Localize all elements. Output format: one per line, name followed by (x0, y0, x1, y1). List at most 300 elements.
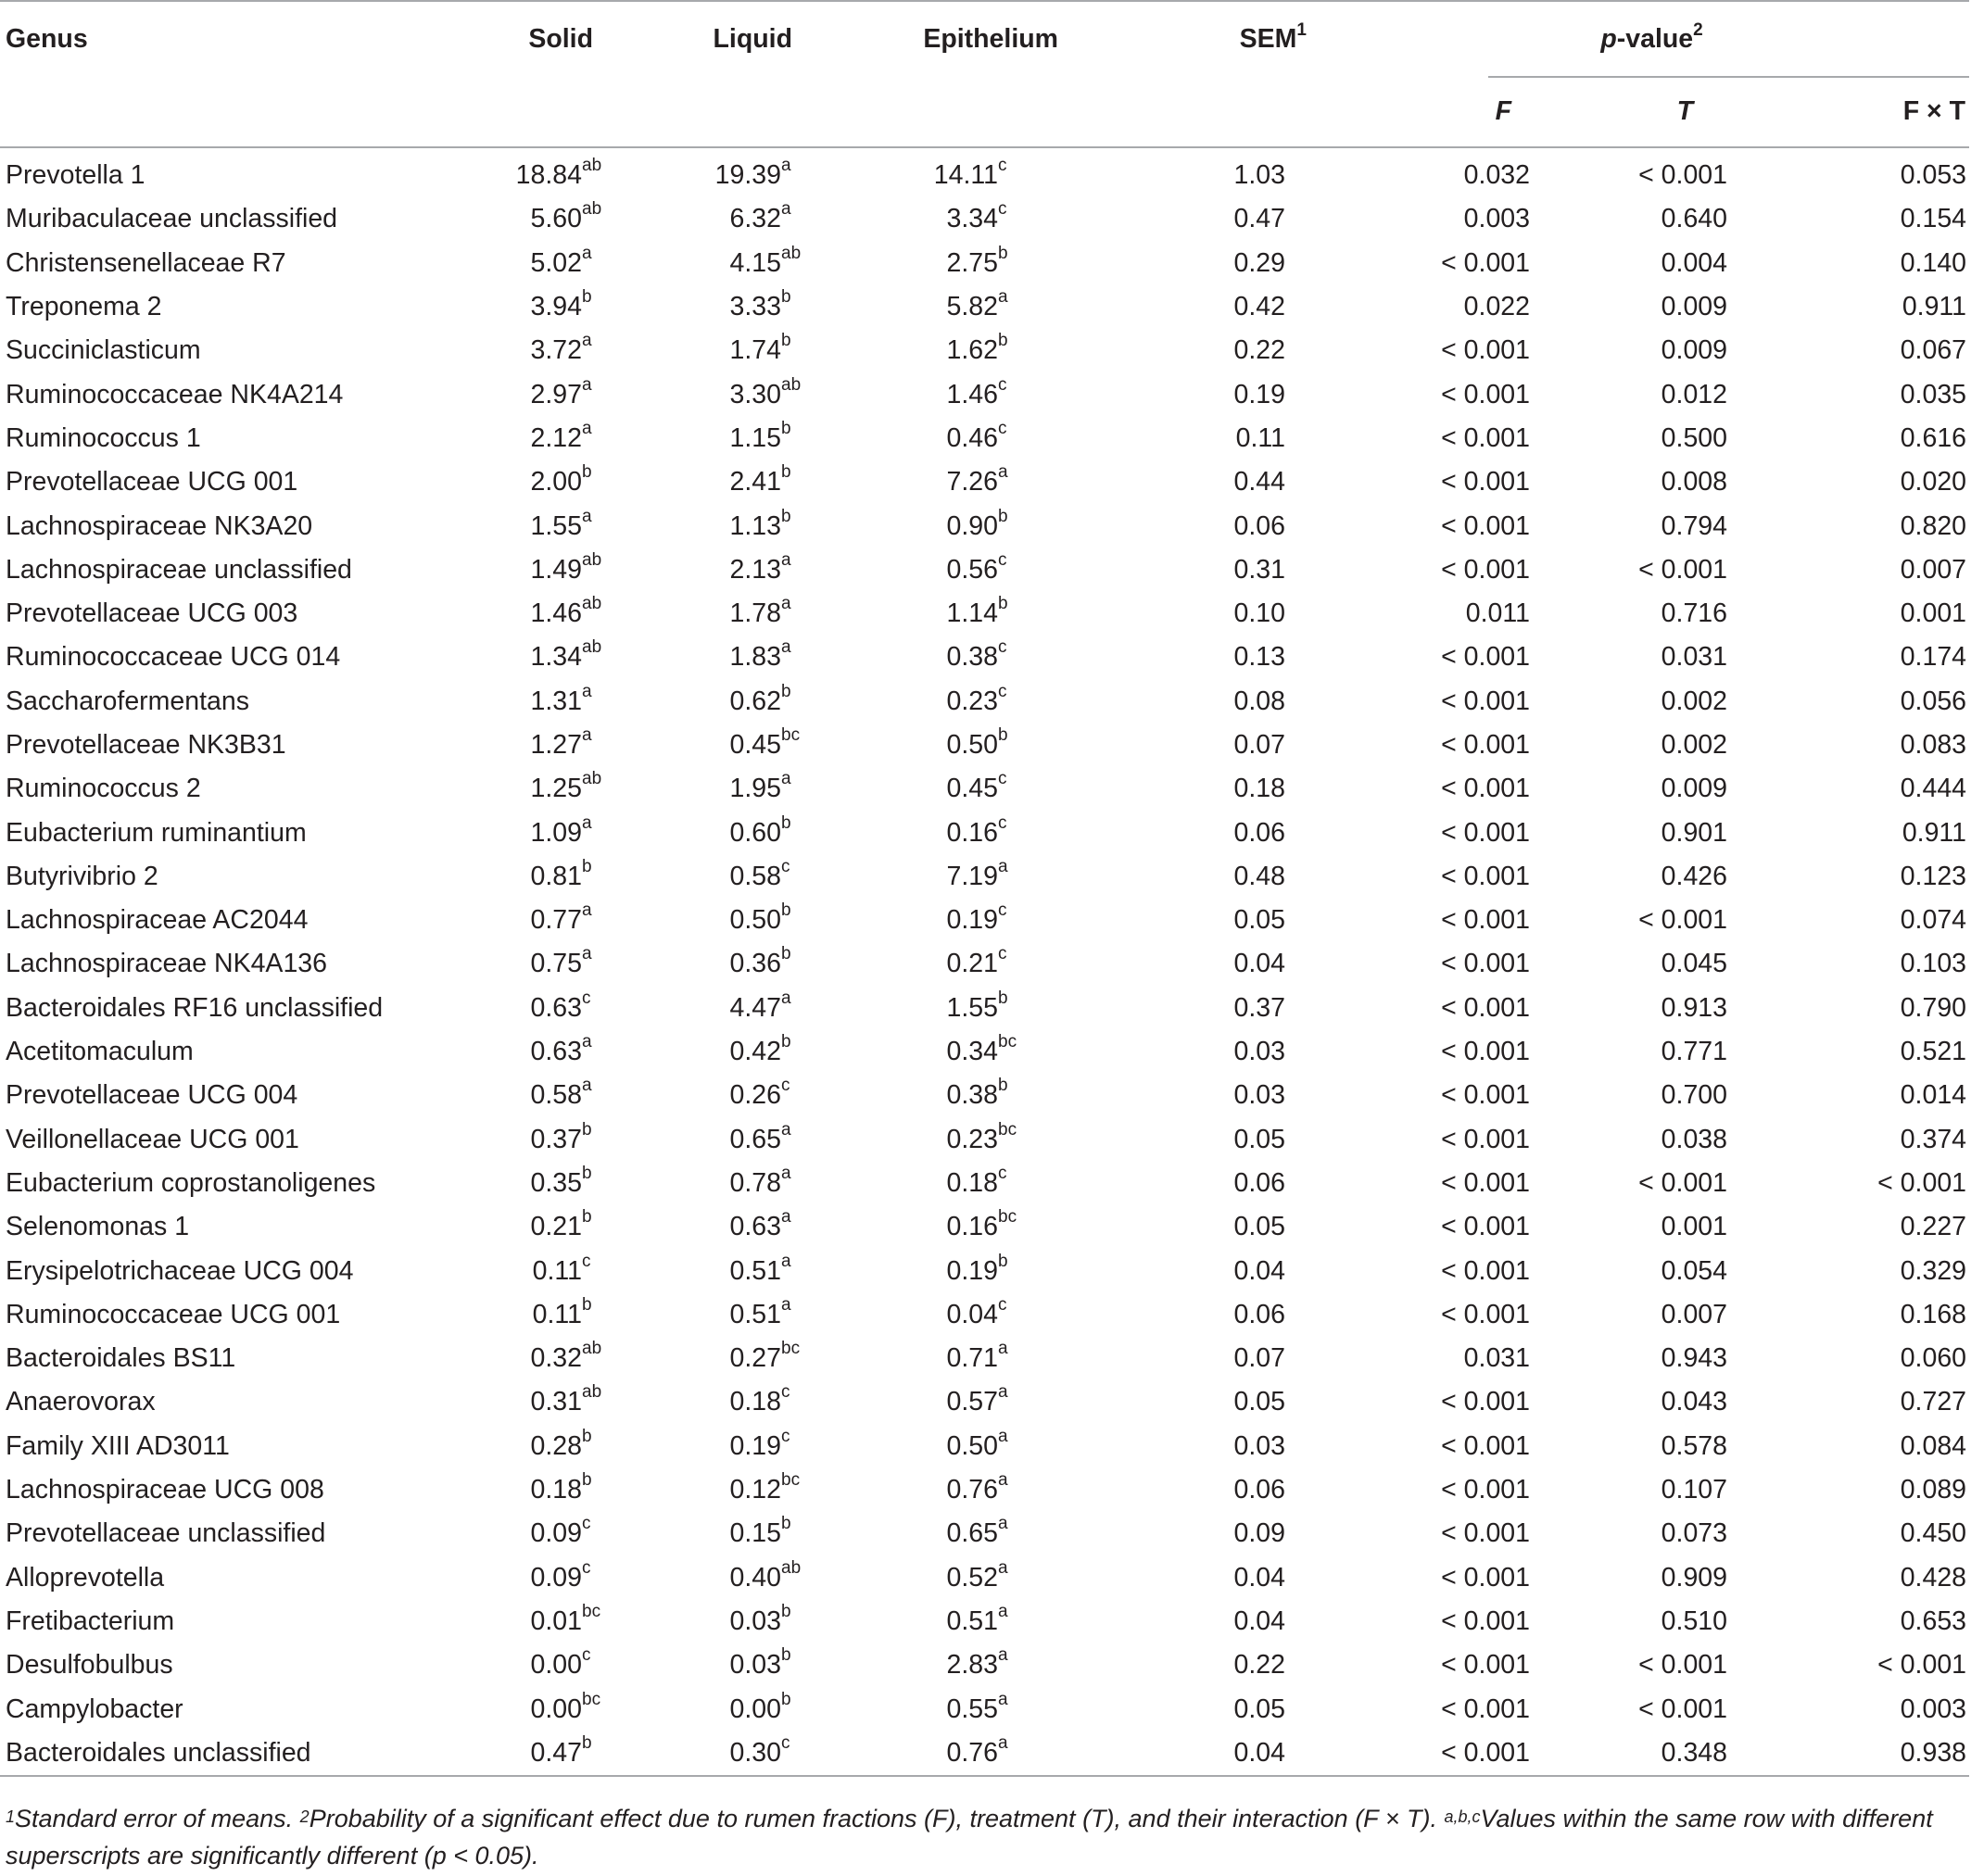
liquid-cell-superscript: ab (781, 374, 802, 395)
t-pvalue-cell: 0.054 (1661, 1255, 1727, 1286)
epithelium-cell (840, 724, 1079, 767)
liquid-cell-superscript: bc (781, 1470, 801, 1491)
epithelium-cell-value: 0.34 (946, 1037, 998, 1067)
genus-cell: Ruminococcus 2 (6, 774, 201, 804)
sem-cell: 0.05 (1233, 1124, 1285, 1154)
liquid-cell (621, 460, 840, 504)
epithelium-cell (840, 417, 1079, 460)
epithelium-cell-value: 0.50 (946, 730, 998, 760)
solid-cell-value: 0.28 (530, 1430, 582, 1461)
solid-cell-superscript: a (582, 374, 592, 395)
footnote-sup-2: 2 (299, 1807, 310, 1826)
f-pvalue-cell: < 0.001 (1441, 1430, 1530, 1461)
solid-cell (482, 1380, 621, 1424)
solid-cell-superscript: a (582, 418, 592, 438)
epithelium-cell-superscript: a (998, 287, 1008, 308)
t-pvalue-cell: 0.002 (1661, 686, 1727, 716)
sem-cell: 0.05 (1233, 1387, 1285, 1417)
sem-cell: 0.11 (1235, 422, 1285, 453)
f-pvalue-cell: < 0.001 (1441, 992, 1530, 1023)
epithelium-cell-superscript: a (998, 1645, 1008, 1666)
epithelium-cell-value: 0.19 (946, 1255, 998, 1286)
liquid-cell-superscript: a (781, 1119, 791, 1139)
t-pvalue-cell: 0.043 (1661, 1387, 1727, 1417)
epithelium-cell-value: 0.76 (946, 1475, 998, 1505)
f-pvalue-cell: < 0.001 (1441, 949, 1530, 979)
liquid-cell (621, 855, 840, 899)
epithelium-cell (840, 372, 1079, 416)
epithelium-cell (840, 811, 1079, 854)
liquid-cell-value: 6.32 (729, 204, 781, 234)
epithelium-cell-superscript: c (998, 900, 1007, 921)
sem-cell: 0.05 (1233, 1212, 1285, 1242)
epithelium-cell (840, 1468, 1079, 1512)
epithelium-cell (840, 1380, 1079, 1424)
solid-cell (482, 197, 621, 241)
table-row (0, 724, 1969, 767)
fxt-pvalue-cell: 0.089 (1900, 1475, 1967, 1505)
epithelium-cell-superscript: b (998, 1076, 1008, 1096)
solid-cell-value: 0.35 (530, 1167, 582, 1198)
footnote-text-2: Probability of a significant effect due to rumen fractions (F), treatment (T), and their interaction (F × T). (309, 1805, 1445, 1832)
epithelium-cell (840, 1249, 1079, 1292)
epithelium-cell-superscript: a (998, 1514, 1008, 1534)
solid-cell (482, 1074, 621, 1117)
liquid-cell-value: 0.30 (729, 1737, 781, 1768)
genus-cell: Prevotellaceae NK3B31 (6, 730, 286, 760)
sem-cell: 0.04 (1233, 1255, 1285, 1286)
fxt-pvalue-cell: 0.084 (1900, 1430, 1967, 1461)
genus-cell: Alloprevotella (6, 1562, 165, 1593)
table-row (0, 767, 1969, 811)
genus-cell: Selenomonas 1 (6, 1212, 190, 1242)
epithelium-cell-value: 1.46 (946, 379, 998, 409)
epithelium-cell (840, 1030, 1079, 1074)
liquid-cell-value: 0.60 (729, 817, 781, 848)
epithelium-cell (840, 1205, 1079, 1249)
genus-cell: Ruminococcaceae UCG 014 (6, 642, 341, 673)
liquid-cell-superscript: c (781, 1732, 790, 1753)
table-row (0, 811, 1969, 854)
liquid-cell-value: 0.65 (729, 1124, 781, 1154)
liquid-cell-value: 0.58 (729, 861, 781, 891)
fxt-pvalue-cell: 0.123 (1900, 861, 1967, 891)
f-pvalue-cell: < 0.001 (1441, 686, 1530, 716)
fxt-pvalue-cell: 0.074 (1900, 905, 1967, 936)
liquid-cell-value: 0.51 (729, 1255, 781, 1286)
footnote-text-1: Standard error of means. (15, 1805, 300, 1832)
epithelium-cell (840, 1118, 1079, 1162)
f-pvalue-cell: < 0.001 (1441, 335, 1530, 366)
pvalue-header-rule (1488, 76, 1969, 78)
genus-cell: Eubacterium coprostanoligenes (6, 1167, 376, 1198)
fxt-pvalue-cell: < 0.001 (1877, 1650, 1967, 1681)
solid-cell (482, 372, 621, 416)
table-row (0, 1249, 1969, 1292)
liquid-cell (621, 987, 840, 1030)
solid-cell-value: 5.02 (530, 247, 582, 278)
t-pvalue-cell: 0.009 (1661, 292, 1727, 322)
solid-cell (482, 636, 621, 679)
liquid-cell-value: 2.41 (729, 467, 781, 497)
epithelium-cell-superscript: b (998, 725, 1008, 745)
table-row (0, 548, 1969, 592)
t-pvalue-cell: 0.002 (1661, 730, 1727, 760)
liquid-cell-value: 0.18 (729, 1387, 781, 1417)
fxt-pvalue-cell: 0.060 (1900, 1343, 1967, 1374)
liquid-cell-superscript: b (781, 287, 791, 308)
epithelium-cell (840, 1687, 1079, 1731)
fxt-pvalue-cell: < 0.001 (1877, 1167, 1967, 1198)
liquid-cell-superscript: b (781, 812, 791, 833)
epithelium-cell (840, 1293, 1079, 1337)
table-row (0, 1468, 1969, 1512)
sem-cell: 0.09 (1233, 1518, 1285, 1549)
solid-cell-value: 0.58 (530, 1080, 582, 1111)
solid-cell-superscript: ab (582, 1382, 602, 1403)
genus-cell: Christensenellaceae R7 (6, 247, 286, 278)
f-pvalue-cell: < 0.001 (1441, 1387, 1530, 1417)
liquid-cell-superscript: b (781, 1601, 791, 1621)
genus-cell: Prevotellaceae unclassified (6, 1518, 326, 1549)
solid-cell-superscript: b (582, 1426, 592, 1446)
solid-cell (482, 942, 621, 986)
header-f (1334, 76, 1553, 147)
solid-cell-value: 18.84 (515, 160, 582, 191)
t-pvalue-cell: < 0.001 (1638, 554, 1727, 585)
solid-cell-value: 0.81 (530, 861, 582, 891)
sem-cell: 0.06 (1233, 510, 1285, 541)
genus-cell: Anaerovorax (6, 1387, 156, 1417)
f-pvalue-cell: < 0.001 (1441, 1167, 1530, 1198)
genus-cell: Lachnospiraceae UCG 008 (6, 1475, 324, 1505)
solid-cell (482, 329, 621, 372)
epithelium-cell (840, 1337, 1079, 1380)
solid-cell (482, 1293, 621, 1337)
header-t (1553, 76, 1757, 147)
solid-cell-superscript: ab (582, 769, 602, 789)
sem-cell: 0.19 (1233, 379, 1285, 409)
liquid-cell-value: 0.03 (729, 1605, 781, 1636)
liquid-cell-superscript: c (781, 1382, 790, 1403)
sem-cell: 0.03 (1233, 1037, 1285, 1067)
header-pvalue (1334, 1, 1969, 76)
liquid-cell-superscript: a (781, 549, 791, 570)
liquid-cell-superscript: c (781, 1426, 790, 1446)
epithelium-cell-superscript: a (998, 1339, 1008, 1359)
liquid-cell-superscript: a (781, 1163, 791, 1183)
liquid-cell-value: 1.83 (729, 642, 781, 673)
table-row (0, 1512, 1969, 1555)
liquid-cell (621, 724, 840, 767)
solid-cell-value: 3.72 (530, 335, 582, 366)
epithelium-cell-superscript: b (998, 988, 1008, 1008)
epithelium-cell (840, 460, 1079, 504)
fxt-pvalue-cell: 0.103 (1900, 949, 1967, 979)
f-pvalue-cell: < 0.001 (1441, 1562, 1530, 1593)
t-pvalue-cell: 0.794 (1661, 510, 1727, 541)
solid-cell-value: 3.94 (530, 292, 582, 322)
f-pvalue-cell: < 0.001 (1441, 1299, 1530, 1329)
epithelium-cell-superscript: c (998, 1294, 1007, 1315)
liquid-cell (621, 1512, 840, 1555)
liquid-cell (621, 372, 840, 416)
epithelium-cell-superscript: c (998, 418, 1007, 438)
footnote-sup-3: a,b,c (1444, 1807, 1481, 1826)
t-pvalue-cell: 0.510 (1661, 1605, 1727, 1636)
epithelium-cell-superscript: b (998, 331, 1008, 351)
t-pvalue-cell: 0.909 (1661, 1562, 1727, 1593)
fxt-pvalue-cell: 0.450 (1900, 1518, 1967, 1549)
solid-cell (482, 680, 621, 724)
epithelium-cell (840, 680, 1079, 724)
table-row (0, 1293, 1969, 1337)
solid-cell (482, 1556, 621, 1600)
table-row (0, 329, 1969, 372)
t-pvalue-cell: < 0.001 (1638, 160, 1727, 191)
header-sem-label: SEM (1239, 23, 1297, 54)
solid-cell-value: 1.09 (530, 817, 582, 848)
epithelium-cell-superscript: c (998, 681, 1007, 701)
liquid-cell-value: 1.13 (729, 510, 781, 541)
solid-cell (482, 592, 621, 636)
fxt-pvalue-cell: 0.003 (1900, 1693, 1967, 1724)
solid-cell-superscript: b (582, 287, 592, 308)
table-row (0, 1731, 1969, 1776)
t-pvalue-cell: 0.009 (1661, 774, 1727, 804)
solid-cell (482, 1337, 621, 1380)
epithelium-cell-superscript: c (998, 1163, 1007, 1183)
liquid-cell (621, 1380, 840, 1424)
table-row (0, 242, 1969, 285)
liquid-cell (621, 811, 840, 854)
epithelium-cell-value: 0.23 (946, 1124, 998, 1154)
liquid-cell-superscript: b (781, 418, 791, 438)
solid-cell-superscript: a (582, 812, 592, 833)
t-pvalue-cell: 0.001 (1661, 1212, 1727, 1242)
solid-cell-superscript: a (582, 243, 592, 263)
t-pvalue-cell: 0.012 (1661, 379, 1727, 409)
epithelium-cell-superscript: a (998, 1601, 1008, 1621)
genus-cell: Bacteroidales BS11 (6, 1343, 236, 1374)
epithelium-cell-superscript: bc (998, 1032, 1017, 1052)
epithelium-cell (840, 899, 1079, 942)
solid-cell-superscript: a (582, 900, 592, 921)
sem-cell: 0.04 (1233, 1562, 1285, 1593)
epithelium-cell-superscript: c (998, 156, 1007, 176)
epithelium-cell-value: 0.38 (946, 642, 998, 673)
f-pvalue-cell: < 0.001 (1441, 1518, 1530, 1549)
solid-cell-superscript: ab (582, 594, 602, 614)
f-pvalue-cell: < 0.001 (1441, 1080, 1530, 1111)
fxt-pvalue-cell: 0.014 (1900, 1080, 1967, 1111)
sem-cell: 0.31 (1233, 554, 1285, 585)
solid-cell (482, 899, 621, 942)
sem-cell: 0.42 (1233, 292, 1285, 322)
genus-cell: Ruminococcaceae NK4A214 (6, 379, 344, 409)
sem-cell: 0.05 (1233, 905, 1285, 936)
liquid-cell-value: 0.12 (729, 1475, 781, 1505)
fxt-pvalue-cell: 0.790 (1900, 992, 1967, 1023)
fxt-pvalue-cell: 0.329 (1900, 1255, 1967, 1286)
sem-cell: 0.48 (1233, 861, 1285, 891)
solid-cell-value: 1.25 (530, 774, 582, 804)
f-pvalue-cell: < 0.001 (1441, 774, 1530, 804)
header-row-1 (0, 1, 1969, 76)
t-pvalue-cell: 0.009 (1661, 335, 1727, 366)
solid-cell-superscript: a (582, 331, 592, 351)
genus-cell: Prevotellaceae UCG 001 (6, 467, 298, 497)
f-pvalue-cell: < 0.001 (1441, 1650, 1530, 1681)
epithelium-cell-value: 3.34 (946, 204, 998, 234)
solid-cell-value: 0.47 (530, 1737, 582, 1768)
sem-cell: 0.05 (1233, 1693, 1285, 1724)
t-pvalue-cell: 0.031 (1661, 642, 1727, 673)
liquid-cell (621, 1731, 840, 1776)
t-pvalue-cell: 0.700 (1661, 1080, 1727, 1111)
solid-cell-superscript: b (582, 1470, 592, 1491)
solid-cell (482, 242, 621, 285)
epithelium-cell (840, 855, 1079, 899)
table-row (0, 899, 1969, 942)
sem-cell: 0.44 (1233, 467, 1285, 497)
f-pvalue-cell: < 0.001 (1441, 1255, 1530, 1286)
liquid-cell (621, 680, 840, 724)
liquid-cell-superscript: a (781, 988, 791, 1008)
epithelium-cell-superscript: bc (998, 1119, 1017, 1139)
f-pvalue-cell: < 0.001 (1441, 1605, 1530, 1636)
liquid-cell-superscript: c (781, 856, 790, 876)
epithelium-cell-superscript: a (998, 1470, 1008, 1491)
table-row (0, 1337, 1969, 1380)
epithelium-cell-superscript: c (998, 637, 1007, 658)
solid-cell-value: 2.12 (530, 422, 582, 453)
f-pvalue-cell: 0.031 (1463, 1343, 1530, 1374)
liquid-cell-superscript: b (781, 1032, 791, 1052)
solid-cell-superscript: b (582, 1119, 592, 1139)
liquid-cell-superscript: ab (781, 243, 802, 263)
table-footnote (6, 1800, 1965, 1874)
fxt-pvalue-cell: 0.820 (1900, 510, 1967, 541)
fxt-pvalue-cell: 0.521 (1900, 1037, 1967, 1067)
header-genus: Genus (6, 23, 88, 54)
table-row (0, 417, 1969, 460)
epithelium-cell-value: 1.14 (946, 598, 998, 629)
genus-cell: Succiniclasticum (6, 335, 201, 366)
genus-cell: Veillonellaceae UCG 001 (6, 1124, 299, 1154)
solid-cell (482, 1030, 621, 1074)
liquid-cell (621, 636, 840, 679)
liquid-cell-value: 2.13 (729, 554, 781, 585)
t-pvalue-cell: 0.578 (1661, 1430, 1727, 1461)
solid-cell-value: 0.21 (530, 1212, 582, 1242)
solid-cell-superscript: ab (582, 1339, 602, 1359)
liquid-cell-superscript: a (781, 769, 791, 789)
sem-cell: 0.07 (1233, 1343, 1285, 1374)
fxt-pvalue-cell: 0.653 (1900, 1605, 1967, 1636)
solid-cell-superscript: c (582, 988, 591, 1008)
genus-cell: Treponema 2 (6, 292, 162, 322)
epithelium-cell-superscript: a (998, 1732, 1008, 1753)
solid-cell-value: 1.27 (530, 730, 582, 760)
epithelium-cell (840, 504, 1079, 548)
header-t-label: T (1676, 95, 1693, 126)
epithelium-cell (840, 1074, 1079, 1117)
fxt-pvalue-cell: 0.083 (1900, 730, 1967, 760)
solid-cell-value: 0.11 (532, 1255, 582, 1286)
f-pvalue-cell: 0.011 (1465, 598, 1530, 629)
t-pvalue-cell: 0.771 (1661, 1037, 1727, 1067)
sem-cell: 0.22 (1233, 1650, 1285, 1681)
epithelium-cell (840, 1643, 1079, 1687)
epithelium-cell-value: 0.90 (946, 510, 998, 541)
solid-cell (482, 987, 621, 1030)
header-fxt: F × T (1902, 95, 1966, 126)
liquid-cell (621, 242, 840, 285)
genus-cell: Saccharofermentans (6, 686, 249, 716)
genus-cell: Muribaculaceae unclassified (6, 204, 338, 234)
epithelium-cell-superscript: b (998, 506, 1008, 526)
liquid-cell-superscript: b (781, 681, 791, 701)
liquid-cell (621, 1600, 840, 1643)
liquid-cell-value: 0.78 (729, 1167, 781, 1198)
table-row (0, 1687, 1969, 1731)
epithelium-cell (840, 197, 1079, 241)
header-row-2 (0, 76, 1969, 147)
epithelium-cell-superscript: b (998, 594, 1008, 614)
epithelium-cell (840, 147, 1079, 197)
liquid-cell-value: 0.19 (729, 1430, 781, 1461)
f-pvalue-cell: < 0.001 (1441, 247, 1530, 278)
genus-cell: Campylobacter (6, 1693, 183, 1724)
liquid-cell (621, 1643, 840, 1687)
liquid-cell (621, 1030, 840, 1074)
genus-cell: Family XIII AD3011 (6, 1430, 230, 1461)
solid-cell-value: 0.63 (530, 992, 582, 1023)
solid-cell (482, 1249, 621, 1292)
fxt-pvalue-cell: 0.001 (1900, 598, 1967, 629)
f-pvalue-cell: < 0.001 (1441, 861, 1530, 891)
table-row (0, 942, 1969, 986)
solid-cell-value: 0.77 (530, 905, 582, 936)
table-row (0, 1118, 1969, 1162)
sem-cell: 0.03 (1233, 1430, 1285, 1461)
epithelium-cell-superscript: c (998, 769, 1007, 789)
epithelium-cell-value: 1.55 (946, 992, 998, 1023)
epithelium-cell-value: 14.11 (933, 160, 998, 191)
fxt-pvalue-cell: 0.053 (1900, 160, 1967, 191)
liquid-cell-value: 0.03 (729, 1650, 781, 1681)
epithelium-cell-superscript: a (998, 856, 1008, 876)
sem-cell: 0.37 (1233, 992, 1285, 1023)
solid-cell (482, 1162, 621, 1205)
epithelium-cell-value: 0.18 (946, 1167, 998, 1198)
t-pvalue-cell: 0.500 (1661, 422, 1727, 453)
epithelium-cell-value: 0.04 (946, 1299, 998, 1329)
fxt-pvalue-cell: 0.616 (1900, 422, 1967, 453)
f-pvalue-cell: 0.022 (1463, 292, 1530, 322)
t-pvalue-cell: < 0.001 (1638, 1693, 1727, 1724)
epithelium-cell (840, 285, 1079, 329)
solid-cell (482, 1205, 621, 1249)
genus-cell: Prevotella 1 (6, 160, 145, 191)
fxt-pvalue-cell: 0.020 (1900, 467, 1967, 497)
solid-cell-superscript: a (582, 1032, 592, 1052)
sem-cell: 0.04 (1233, 1737, 1285, 1768)
sem-cell: 0.47 (1233, 204, 1285, 234)
fxt-pvalue-cell: 0.007 (1900, 554, 1967, 585)
table-row (0, 1425, 1969, 1468)
